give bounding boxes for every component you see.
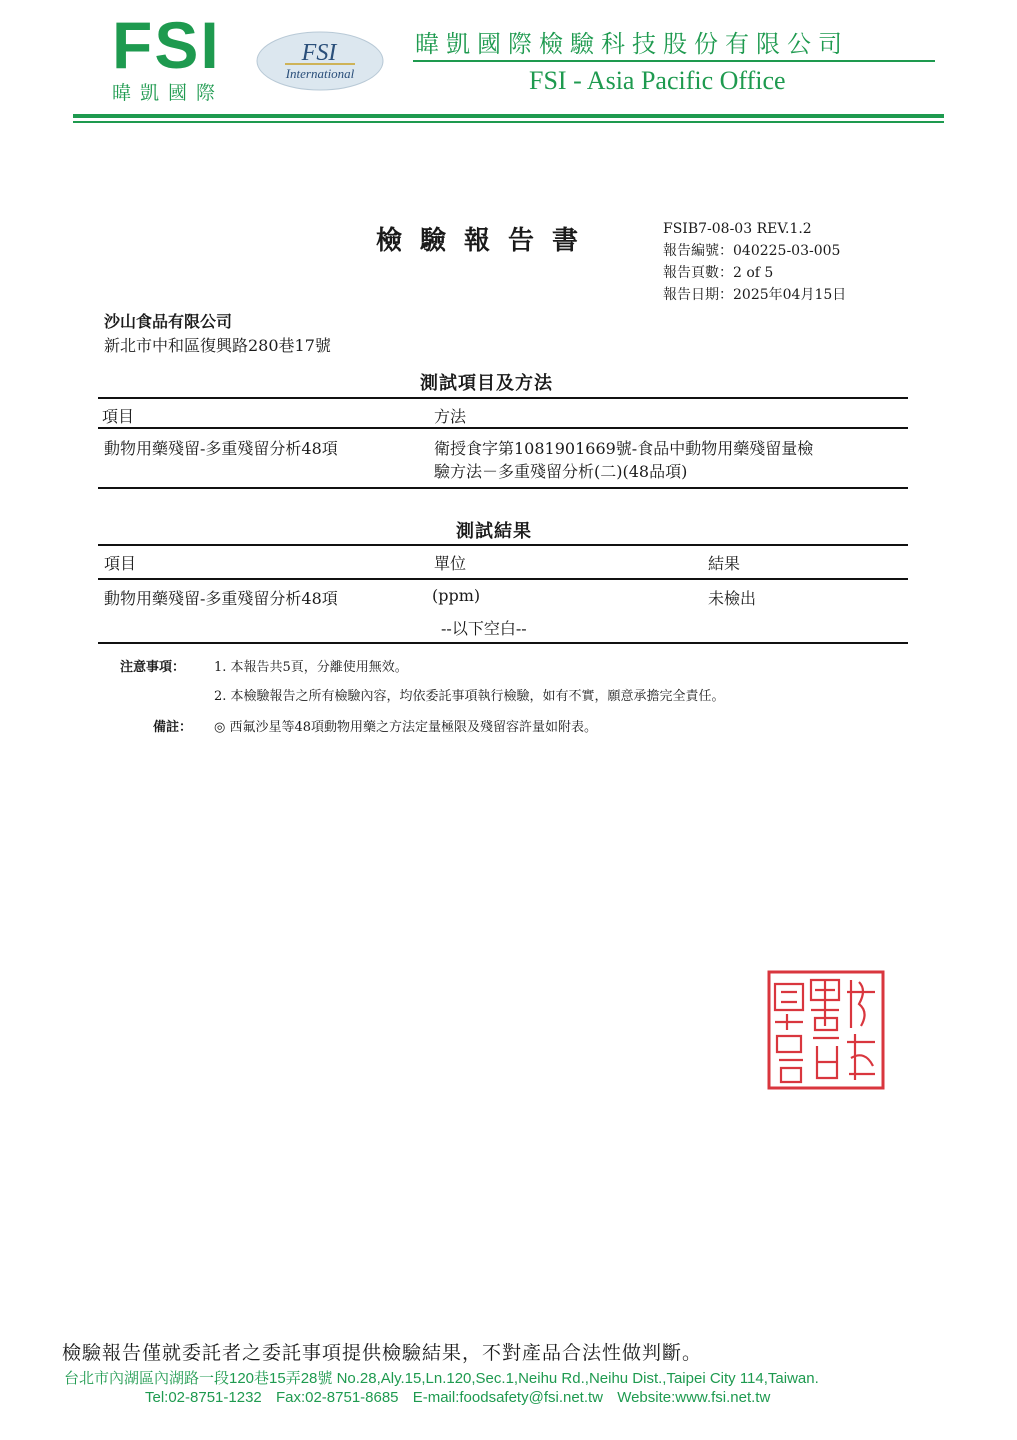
methods-header-rule: [98, 427, 908, 429]
footer-email[interactable]: E-mail:foodsafety@fsi.net.tw: [412, 1389, 604, 1406]
intl-logo-sub: International: [285, 66, 355, 81]
report-date: 2025年04月15日: [733, 287, 847, 303]
report-number: 040225-03-005: [733, 243, 841, 259]
results-unit: (ppm): [432, 586, 481, 605]
results-section-title: 測試結果: [456, 521, 532, 542]
report-date-label: 報告日期：: [663, 287, 733, 303]
company-underline: [413, 60, 935, 62]
footer-fax: Fax:02-8751-8685: [275, 1389, 399, 1406]
methods-item: 動物用藥殘留-多重殘留分析48項: [104, 439, 338, 458]
report-number-label: 報告編號：: [663, 243, 733, 259]
client-name: 沙山食品有限公司: [104, 312, 233, 331]
results-bottom-rule: [98, 642, 908, 644]
client-address: 新北市中和區復興路280巷17號: [104, 336, 331, 355]
report-date-row: [663, 284, 846, 306]
methods-header-item: 項目: [102, 407, 135, 426]
header-divider: [73, 114, 944, 118]
results-header-item: 項目: [104, 554, 137, 573]
methods-header-method: 方法: [434, 407, 467, 426]
results-header-result: 結果: [708, 554, 741, 573]
header-divider-thin: [73, 121, 944, 123]
note-item-1: 1. 本報告共5頁，分離使用無效。: [214, 660, 408, 675]
fsi-logo: FSI: [112, 8, 221, 82]
client-block: [104, 310, 331, 358]
results-header-unit: 單位: [434, 554, 467, 573]
report-number-row: [663, 240, 846, 262]
company-name-en: FSI - Asia Pacific Office: [529, 66, 786, 95]
blank-marker: --以下空白--: [441, 619, 527, 638]
methods-method-line2: 驗方法－多重殘留分析(二)(48品項): [434, 462, 688, 481]
footer-contact: [145, 1389, 770, 1406]
methods-method-line1: 衛授食字第1081901669號-食品中動物用藥殘留量檢: [434, 439, 814, 458]
seal-stamp-icon: [767, 970, 885, 1090]
report-pages-row: [663, 262, 846, 284]
fsi-international-logo-icon: [255, 30, 385, 92]
remark-text: ◎ 西氟沙星等48項動物用藥之方法定量極限及殘留容許量如附表。: [214, 720, 598, 735]
methods-section-title: 測試項目及方法: [420, 373, 553, 394]
results-value: 未檢出: [708, 589, 757, 608]
intl-logo-main: FSI: [301, 40, 337, 66]
report-pages: 2 of 5: [733, 265, 774, 281]
form-code: FSIB7-08-03 REV.1.2: [663, 221, 812, 237]
footer-tel: Tel:02-8751-1232: [145, 1389, 262, 1406]
methods-bottom-rule: [98, 487, 908, 489]
footer-address: 台北市內湖區內湖路一段120巷15弄28號 No.28,Aly.15,Ln.120,Sec.1,Neihu Rd.,Neihu Dist.,Taipei City 114,Taiwan.: [64, 1370, 819, 1387]
remark-label: 備註：: [153, 720, 193, 735]
fsi-logo-subtitle: 暐凱國際: [112, 82, 225, 104]
page-title: 檢驗報告書: [376, 226, 597, 256]
methods-top-rule: [98, 397, 908, 399]
note-item-2: 2. 本檢驗報告之所有檢驗內容，均依委託事項執行檢驗，如有不實，願意承擔完全責任。: [214, 689, 725, 704]
results-item: 動物用藥殘留-多重殘留分析48項: [104, 589, 338, 608]
footer-website[interactable]: Website:www.fsi.net.tw: [617, 1389, 771, 1406]
company-name-zh: 暐凱國際檢驗科技股份有限公司: [415, 30, 849, 58]
report-pages-label: 報告頁數：: [663, 265, 733, 281]
notes-label: 注意事項：: [120, 660, 186, 675]
results-top-rule: [98, 544, 908, 546]
results-header-rule: [98, 578, 908, 580]
footer-disclaimer: 檢驗報告僅就委託者之委託事項提供檢驗結果，不對產品合法性做判斷。: [62, 1342, 703, 1364]
report-meta: [663, 218, 846, 306]
